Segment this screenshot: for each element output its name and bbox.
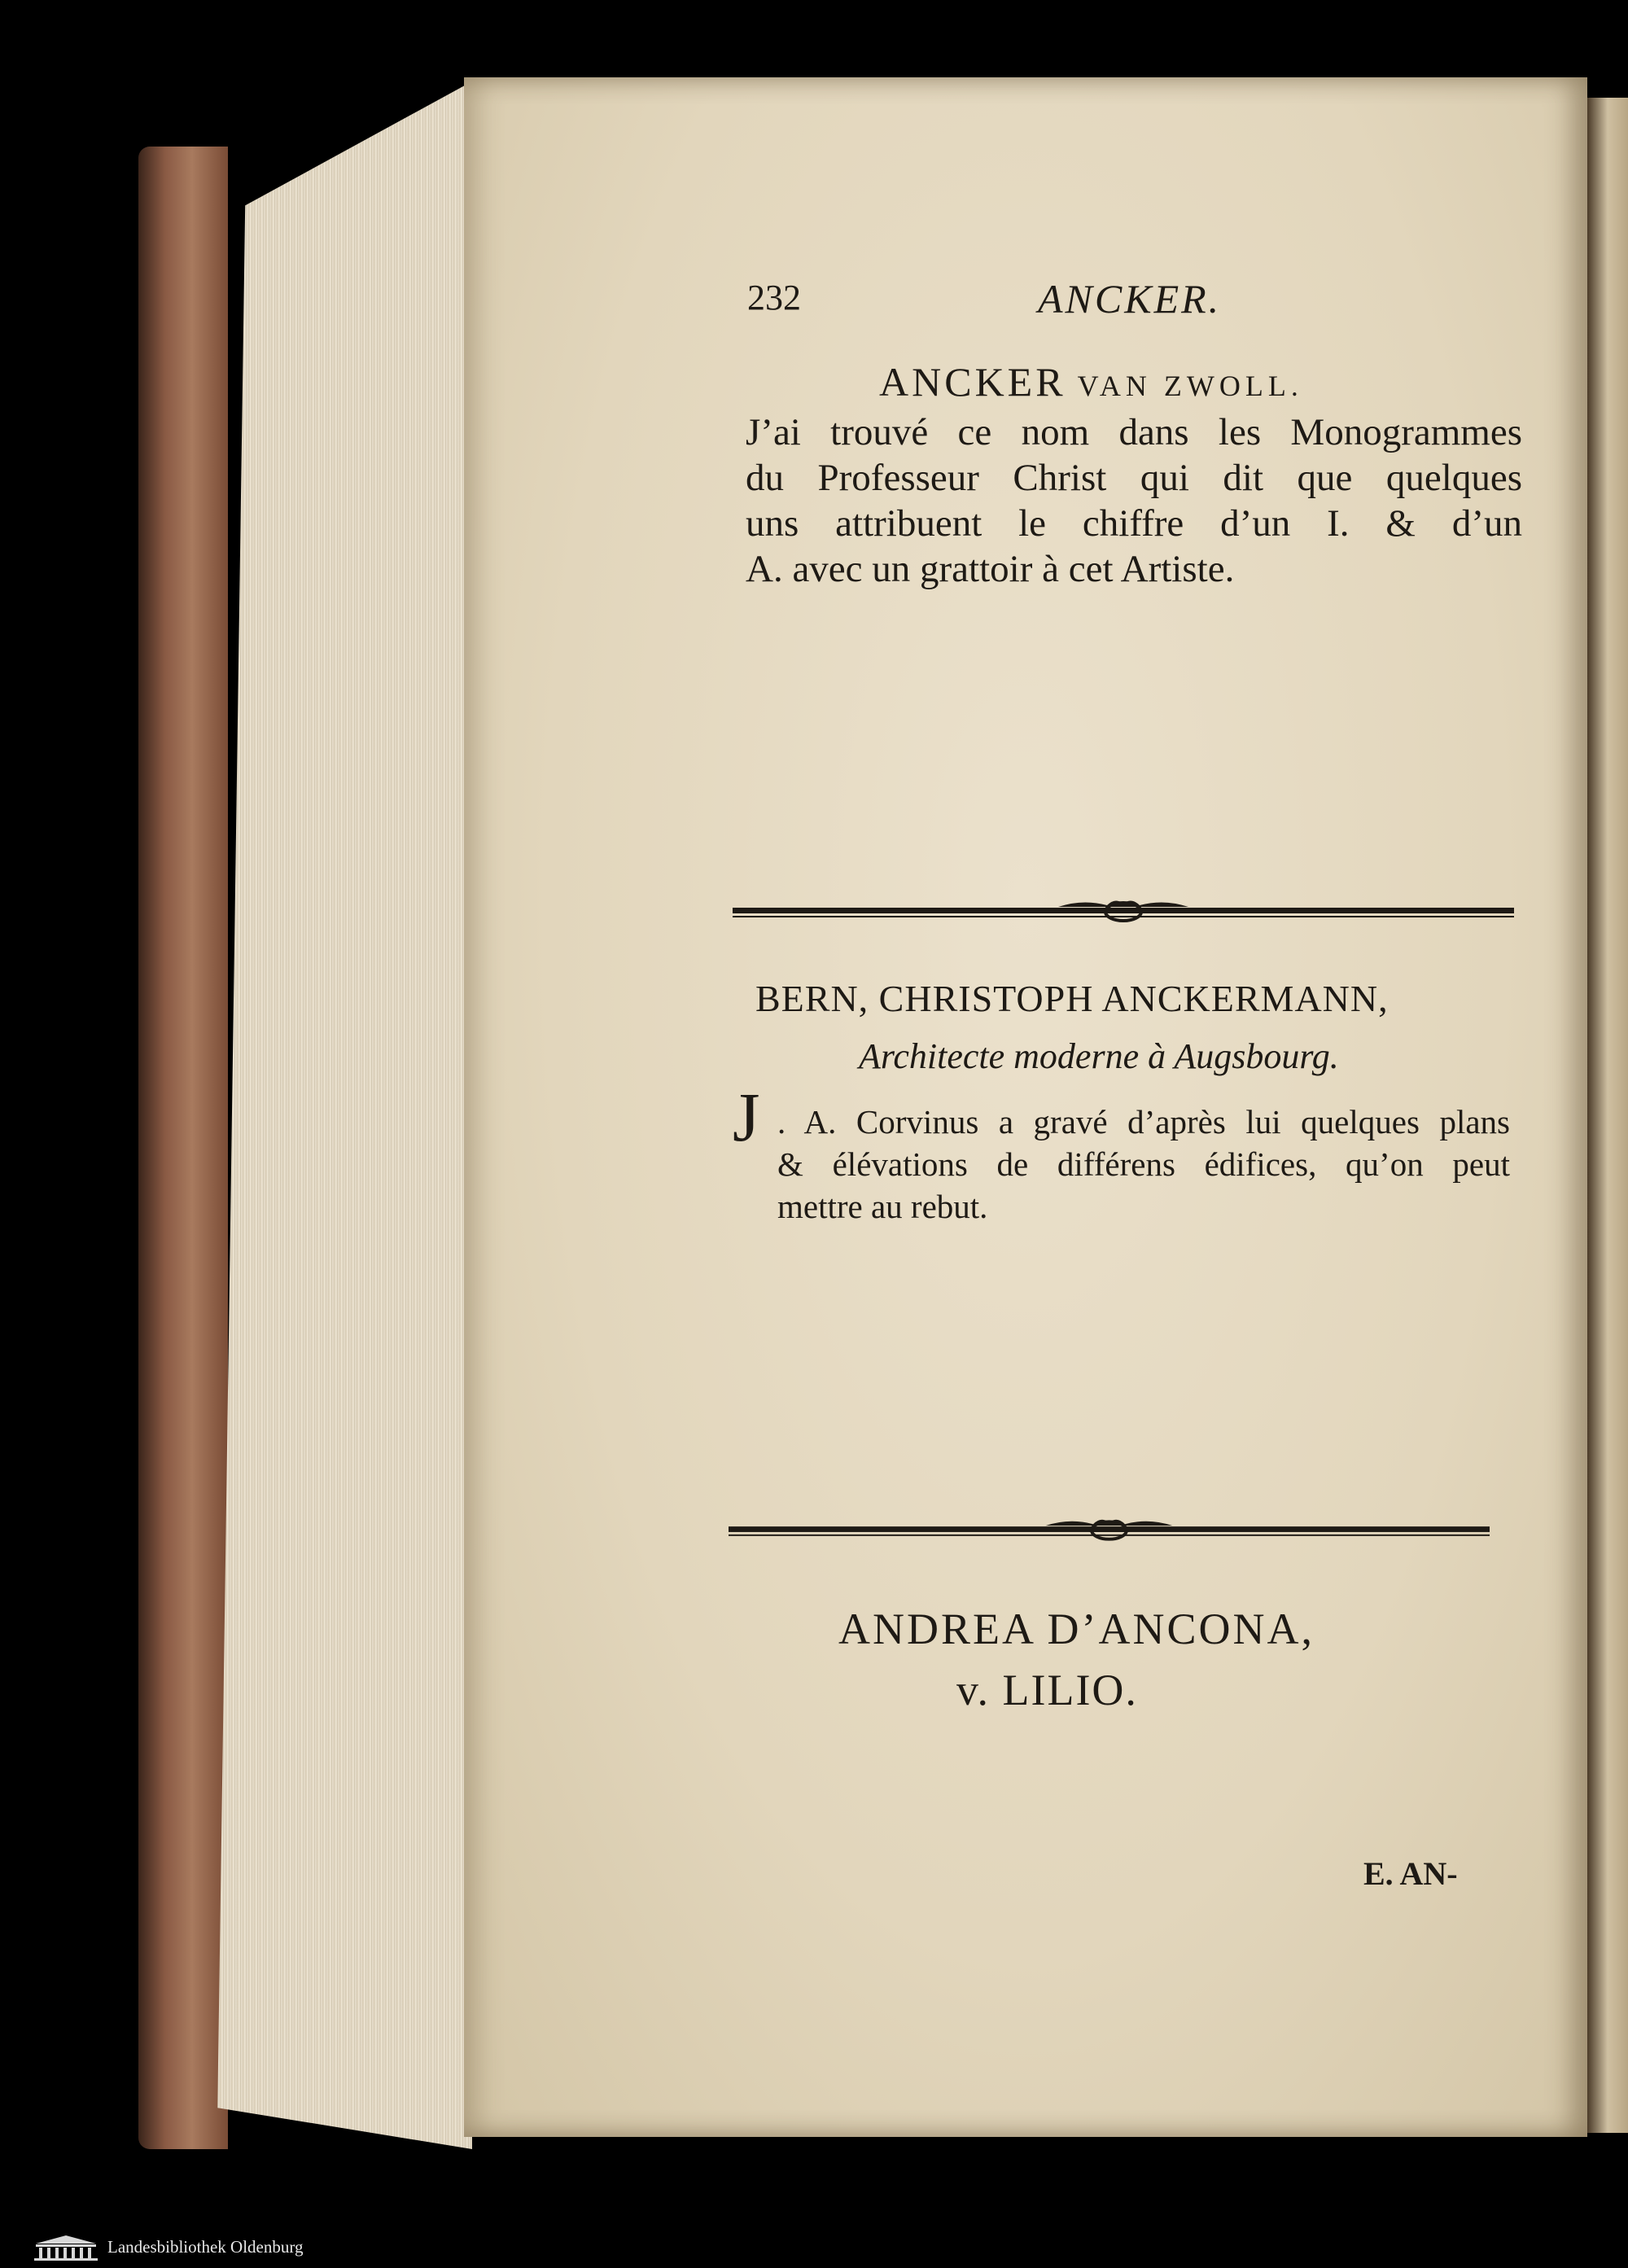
entry-subheading-anckermann: Architecte moderne à Augsbourg. bbox=[859, 1036, 1339, 1076]
ornamental-rule bbox=[729, 1514, 1490, 1547]
running-head: ANCKER. bbox=[1038, 276, 1222, 322]
entry-body-ancker bbox=[746, 409, 1522, 592]
entry-crossref-lilio: v. LILIO. bbox=[956, 1666, 1138, 1714]
entry-heading-ancona: ANDREA D’ANCONA, bbox=[838, 1605, 1315, 1653]
body-line: . A. Corvinus a gravé d’après lui quelques plans bbox=[777, 1103, 1510, 1141]
library-building-icon bbox=[33, 2234, 99, 2261]
body-line: A. avec un grattoir à cet Artiste. bbox=[746, 548, 1235, 590]
entry-body-anckermann bbox=[777, 1101, 1510, 1228]
body-line: du Professeur Christ qui dit que quelques bbox=[746, 457, 1522, 499]
body-line: & élévations de différens édifices, qu’on peut bbox=[777, 1145, 1510, 1183]
ornamental-rule bbox=[733, 895, 1514, 928]
catchword: E. AN- bbox=[1363, 1855, 1458, 1892]
page-number: 232 bbox=[747, 278, 801, 317]
entry-heading-small: VAN ZWOLL. bbox=[1077, 370, 1303, 402]
facing-page-edge bbox=[1587, 98, 1628, 2133]
entry-heading-main: ANCKER bbox=[879, 359, 1066, 405]
body-line: uns attribuent le chiffre d’un I. & d’un bbox=[746, 502, 1522, 545]
page-edges bbox=[195, 81, 472, 2149]
drop-initial: J bbox=[733, 1078, 760, 1156]
entry-heading-ancker bbox=[879, 358, 1303, 405]
body-line: mettre au rebut. bbox=[777, 1188, 988, 1225]
entry-heading-anckermann: BERN, CHRISTOPH ANCKERMANN, bbox=[755, 978, 1389, 1019]
book-spine bbox=[138, 147, 228, 2149]
body-line: J’ai trouvé ce nom dans les Monogrammes bbox=[746, 411, 1522, 453]
library-name: Landesbibliothek Oldenburg bbox=[107, 2237, 304, 2257]
